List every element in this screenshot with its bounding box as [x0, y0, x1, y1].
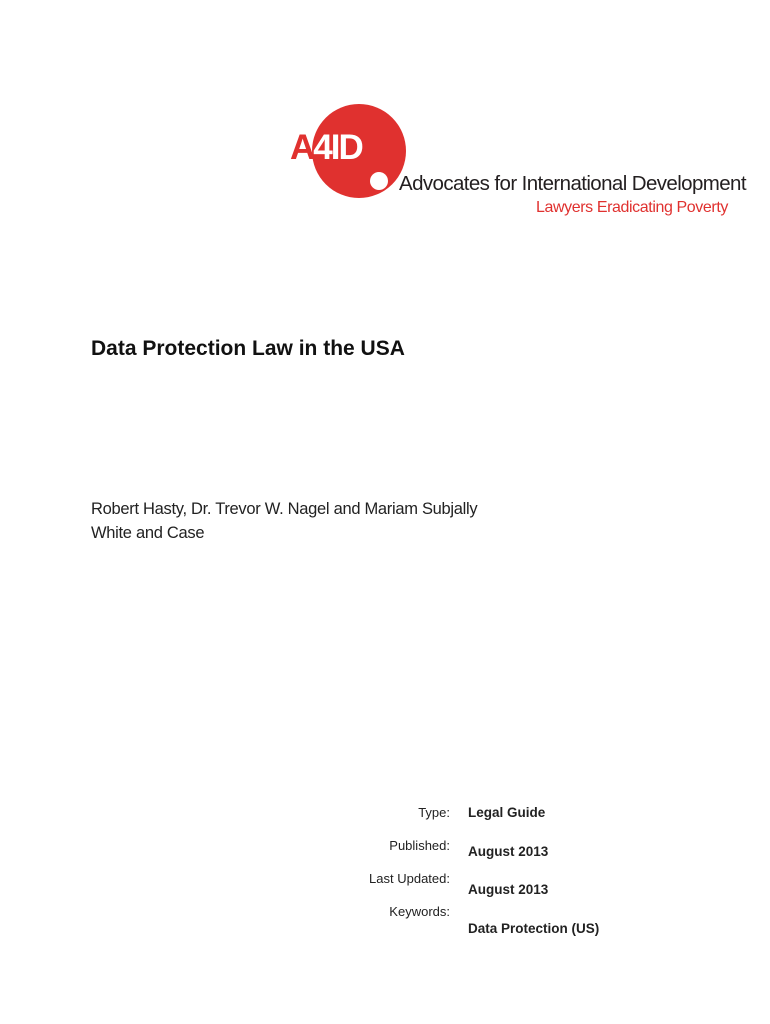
keywords-value: Data Protection (US)	[468, 921, 600, 936]
logo-organization-name: Advocates for International Development	[399, 172, 746, 195]
published-label: Published:	[389, 838, 450, 853]
logo-mark-rest: 4ID	[313, 128, 362, 167]
logo-mark-first: A	[290, 128, 314, 167]
author-firm: White and Case	[91, 524, 205, 542]
document-title: Data Protection Law in the USA	[91, 337, 405, 360]
type-label: Type:	[418, 805, 450, 820]
published-value: August 2013	[468, 844, 549, 859]
logo-tagline: Lawyers Eradicating Poverty	[536, 199, 728, 216]
author-names: Robert Hasty, Dr. Trevor W. Nagel and Mariam Subjally	[91, 500, 478, 518]
keywords-label: Keywords:	[389, 904, 450, 919]
last-updated-value: August 2013	[468, 882, 549, 897]
last-updated-label: Last Updated:	[369, 871, 450, 886]
type-value: Legal Guide	[468, 805, 546, 820]
